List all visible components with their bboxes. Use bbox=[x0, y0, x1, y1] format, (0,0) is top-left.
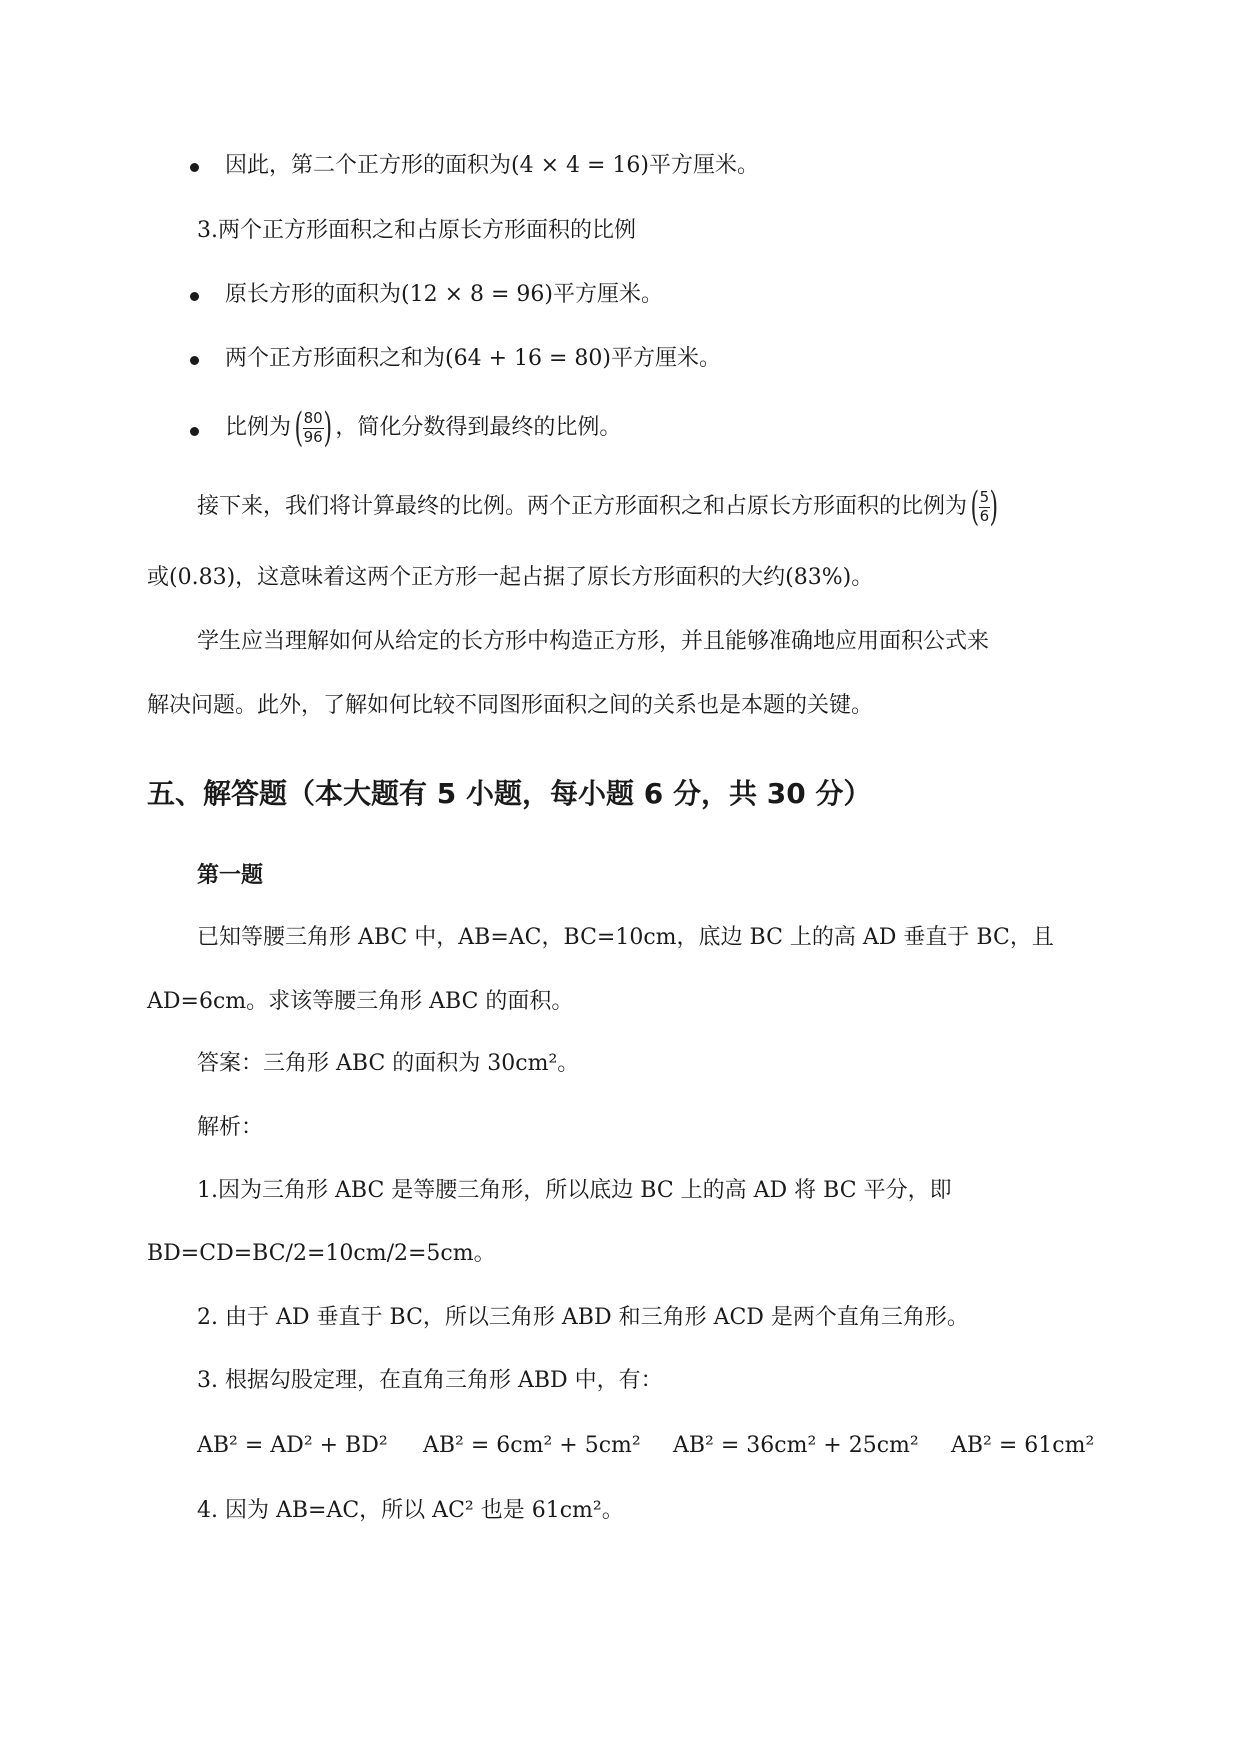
paragraph-text: 接下来，我们将计算最终的比例。两个正方形面积之和占原长方形面积的比例为 bbox=[197, 494, 968, 519]
paren-left: ( bbox=[294, 405, 304, 451]
step-line: 3. 根据勾股定理，在直角三角形 ABD 中，有： bbox=[197, 1368, 663, 1393]
step-line: BD=CD=BC/2=10cm/2=5cm。 bbox=[147, 1241, 496, 1266]
step-line: 2. 由于 AD 垂直于 BC，所以三角形 ABD 和三角形 ACD 是两个直角三角形。 bbox=[197, 1305, 969, 1330]
equation: AB² = AD² + BD² bbox=[197, 1433, 388, 1458]
fraction bbox=[979, 487, 991, 525]
paragraph-line: 解决问题。此外，了解如何比较不同图形面积之间的关系也是本题的关键。 bbox=[147, 693, 874, 718]
fraction-denominator: 6 bbox=[979, 506, 990, 525]
paren-right: ) bbox=[323, 405, 332, 451]
bullet-dot bbox=[190, 427, 199, 436]
bullet-dot bbox=[190, 292, 199, 301]
fraction-numerator: 5 bbox=[979, 487, 990, 506]
bullet-text: 两个正方形面积之和为(64 + 16 = 80)平方厘米。 bbox=[225, 346, 721, 371]
bullet-text bbox=[225, 405, 622, 451]
paragraph-line: 学生应当理解如何从给定的长方形中构造正方形，并且能够准确地应用面积公式来 bbox=[197, 629, 990, 654]
question-title: 第一题 bbox=[197, 863, 264, 888]
paragraph-line bbox=[197, 484, 1002, 530]
question-line: AD=6cm。求该等腰三角形 ABC 的面积。 bbox=[147, 989, 574, 1014]
equation: AB² = 36cm² + 25cm² bbox=[673, 1433, 919, 1458]
bullet-text: 原长方形的面积为(12 × 8 = 96)平方厘米。 bbox=[225, 282, 663, 307]
step-line: 1.因为三角形 ABC 是等腰三角形，所以底边 BC 上的高 AD 将 BC 平分，即 bbox=[197, 1178, 952, 1203]
section-title: 五、解答题（本大题有 5 小题，每小题 6 分，共 30 分） bbox=[147, 777, 872, 810]
analysis-label: 解析： bbox=[197, 1115, 264, 1140]
bullet-dot bbox=[190, 163, 199, 172]
bullet-suffix: ，简化分数得到最终的比例。 bbox=[335, 415, 622, 440]
equation: AB² = 6cm² + 5cm² bbox=[423, 1433, 641, 1458]
bullet-prefix: 比例为 bbox=[225, 415, 292, 440]
question-line: 已知等腰三角形 ABC 中，AB=AC，BC=10cm，底边 BC 上的高 AD 垂直于 BC，且 bbox=[197, 925, 1054, 950]
step-line: 4. 因为 AB=AC，所以 AC² 也是 61cm²。 bbox=[197, 1498, 624, 1523]
bullet-text: 因此，第二个正方形的面积为(4 × 4 = 16)平方厘米。 bbox=[225, 153, 759, 178]
fraction-numerator: 80 bbox=[303, 408, 323, 427]
subheading: 3.两个正方形面积之和占原长方形面积的比例 bbox=[197, 218, 636, 243]
fraction-denominator: 96 bbox=[303, 427, 323, 446]
answer-line: 答案：三角形 ABC 的面积为 30cm²。 bbox=[197, 1051, 580, 1076]
fraction bbox=[303, 408, 324, 446]
paren-right: ) bbox=[989, 484, 999, 530]
paren-left: ( bbox=[970, 484, 980, 530]
equation: AB² = 61cm² bbox=[951, 1433, 1095, 1458]
bullet-dot bbox=[190, 356, 199, 365]
paragraph-line: 或(0.83)，这意味着这两个正方形一起占据了原长方形面积的大约(83%)。 bbox=[147, 565, 874, 590]
